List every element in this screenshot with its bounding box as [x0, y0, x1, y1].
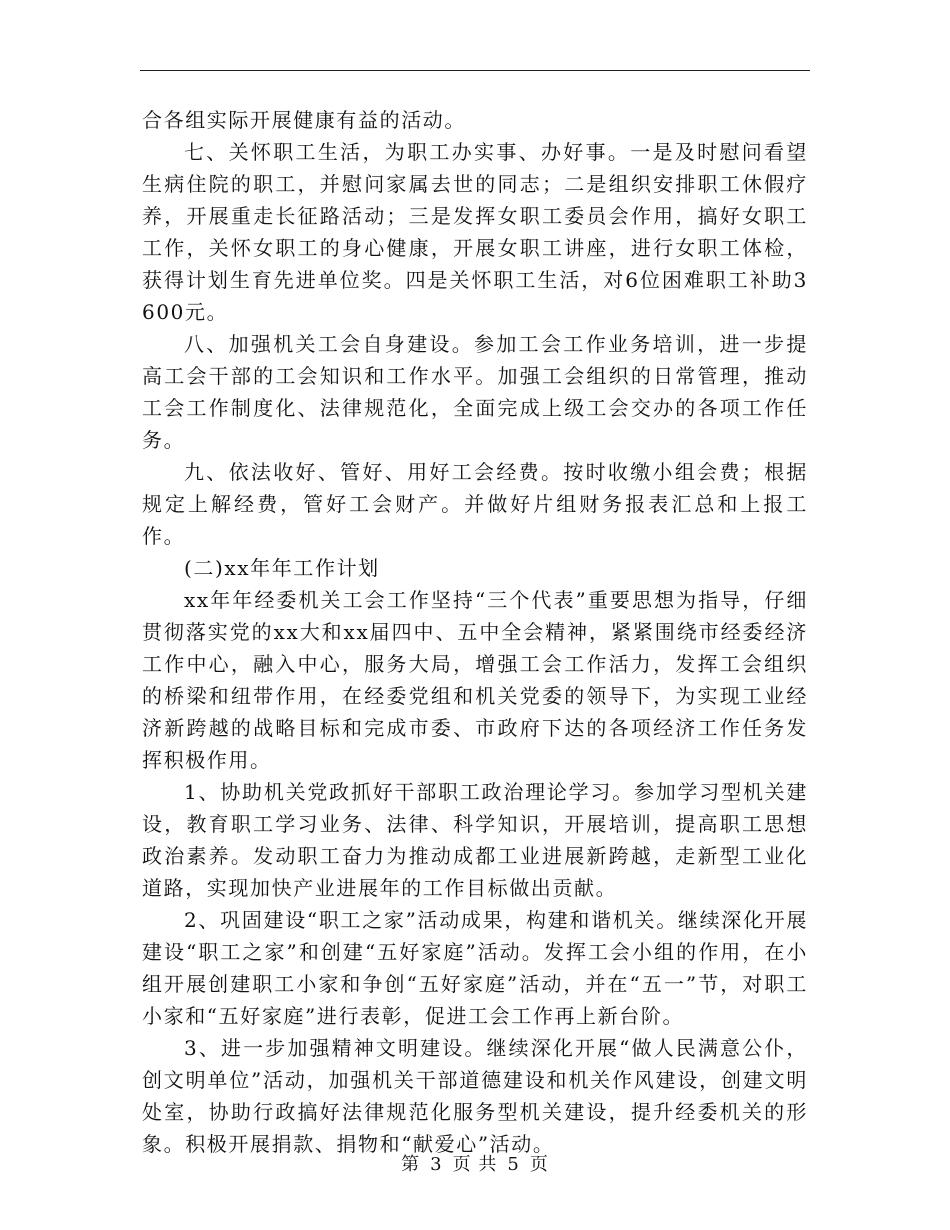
paragraph-9: 3、进一步加强精神文明建设。继续深化开展“做人民满意公仆，创文明单位”活动，加强机关干部道德建设和机关作风建设，创建文明处室，协助行政搞好法律规范化服务型机关建设，提升经委机关的形象。积极开展捐款、捐物和“献爱心”活动。: [142, 1036, 808, 1156]
paragraph-1: 合各组实际开展健康有益的活动。: [142, 108, 466, 132]
page-label-mid: 页 共: [452, 1154, 498, 1175]
paragraph-8: 2、巩固建设“职工之家”活动成果，构建和谐机关。继续深化开展建设“职工之家”和创建“五好家庭”活动。发挥工会小组的作用，在小组开展创建职工小家和争创“五好家庭”活动，并在“五一”节，对职工小家和“五好家庭”进行表彰，促进工会工作再上新台阶。: [142, 908, 808, 1028]
page-label-prefix: 第: [401, 1154, 421, 1175]
paragraph-3: 八、加强机关工会自身建设。参加工会工作业务培训，进一步提高工会干部的工会知识和工作水平。加强工会组织的日常管理，推动工会工作制度化、法律规范化，全面完成上级工会交办的各项工作任务。: [142, 332, 808, 452]
section-heading: (二)xx年年工作计划: [184, 556, 380, 580]
page-footer: [0, 1150, 950, 1176]
header-rule: [140, 70, 810, 71]
page-label-suffix: 页: [529, 1154, 549, 1175]
paragraph-7: 1、协助机关党政抓好干部职工政治理论学习。参加学习型机关建设，教育职工学习业务、法律、科学知识，开展培训，提高职工思想政治素养。发动职工奋力为推动成都工业进展新跨越，走新型工业化道路，实现加快产业进展年的工作目标做出贡献。: [142, 780, 808, 900]
paragraph-2: 七、关怀职工生活，为职工办实事、办好事。一是及时慰问看望生病住院的职工，并慰问家属去世的同志；二是组织安排职工休假疗养，开展重走长征路活动；三是发挥女职工委员会作用，搞好女职工工作，关怀女职工的身心健康，开展女职工讲座，进行女职工体检，获得计划生育先进单位奖。四是关怀职工生活，对6位困难职工补助3600元。: [142, 140, 808, 324]
document-body: [142, 104, 808, 1160]
paragraph-4: 九、依法收好、管好、用好工会经费。按时收缴小组会费；根据规定上解经费，管好工会财产。并做好片组财务报表汇总和上报工作。: [142, 460, 808, 548]
page-current: 3: [430, 1154, 443, 1175]
page-total: 5: [507, 1154, 520, 1175]
paragraph-6: xx年年经委机关工会工作坚持“三个代表”重要思想为指导，仔细贯彻落实党的xx大和xx届四中、五中全会精神，紧紧围绕市经委经济工作中心，融入中心，服务大局，增强工会工作活力，发挥工会组织的桥梁和纽带作用，在经委党组和机关党委的领导下，为实现工业经济新跨越的战略目标和完成市委、市政府下达的各项经济工作任务发挥积极作用。: [142, 588, 808, 772]
